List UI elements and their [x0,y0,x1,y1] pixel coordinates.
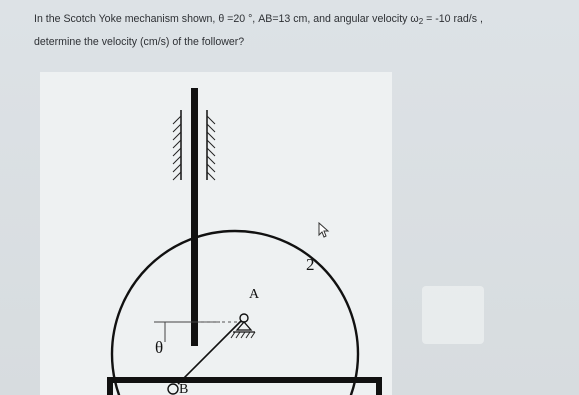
question-line-1 [34,9,574,32]
question-line-1-suffix: = -10 rad/s , [423,13,483,25]
point-b-label: B [179,382,189,395]
hatched-wall-icon [173,110,181,180]
mouse-cursor-icon [318,222,330,238]
question-line-1-prefix: In the Scotch Yoke mechanism shown, θ =20 °, AB=13 cm, and angular velocity ω [34,13,419,25]
link-2-label: 2 [306,255,315,274]
pin-a [240,314,248,322]
yoke-bar [107,377,382,383]
question-text [34,9,574,53]
yoke-right-side [376,377,382,395]
hatched-ground-icon [231,322,255,338]
mechanism-figure [40,72,392,395]
question-line-2: determine the velocity (cm/s) of the follower? [34,36,245,48]
mechanism-diagram [40,72,392,395]
pin-b [168,384,178,394]
point-a-label: A [249,287,260,302]
yoke-left-side [107,377,113,395]
crank-link [178,318,244,384]
faded-thumbnail [422,286,484,344]
omega-subscript: 2 [418,17,424,26]
theta-label: θ [155,338,164,357]
hatched-wall-icon [207,110,215,180]
crank-circle [112,231,358,395]
follower-rod [191,88,198,346]
